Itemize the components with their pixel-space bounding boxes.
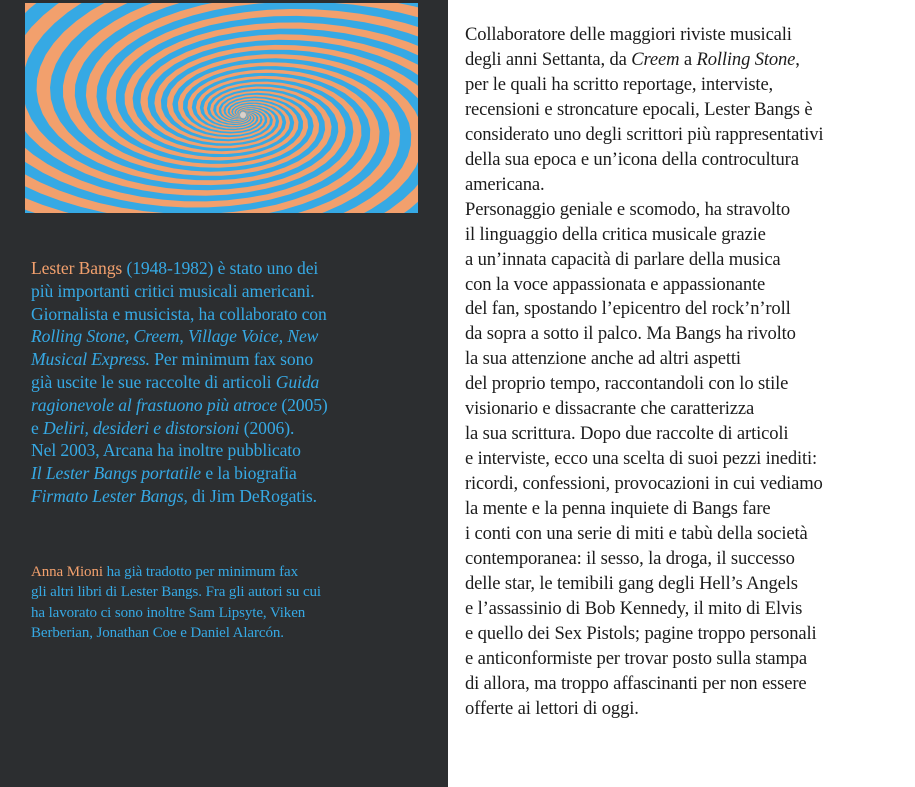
back-flap-panel — [0, 0, 448, 787]
description-line — [465, 447, 915, 472]
description-line — [465, 273, 915, 298]
text-run: degli anni Settanta, da — [465, 48, 632, 70]
text-run: offerte ai lettori di oggi. — [465, 697, 639, 719]
text-run: la sua attenzione anche ad altri aspetti — [465, 348, 741, 370]
bio-line — [31, 371, 433, 394]
text-run: considerato uno degli scrittori più rappresentativi — [465, 123, 824, 145]
description-line — [465, 547, 915, 572]
bio-line — [31, 348, 433, 371]
text-run: del fan, spostando l’epicentro del rock’n’roll — [465, 298, 791, 320]
psychedelic-spiral-icon — [25, 3, 418, 213]
text-run: e interviste, ecco una scelta di suoi pezzi inediti: — [465, 448, 818, 470]
description-line — [465, 73, 915, 98]
text-run: Musical Express. — [31, 349, 150, 370]
text-run: il linguaggio della critica musicale grazie — [465, 223, 766, 245]
text-run: e — [31, 417, 44, 438]
text-run: di allora, ma troppo affascinanti per non essere — [465, 672, 807, 694]
text-run: a un’innata capacità di parlare della musica — [465, 248, 781, 270]
text-run: Creem — [133, 326, 180, 347]
text-run: , — [179, 326, 188, 347]
text-run: New — [287, 326, 319, 347]
translator-line — [31, 582, 433, 602]
text-run: e quello dei Sex Pistols; pagine troppo personali — [465, 622, 817, 644]
bio-line — [31, 462, 433, 485]
text-run: Creem — [631, 48, 680, 70]
description-line — [465, 223, 915, 248]
description-line — [465, 98, 915, 123]
text-run: delle star, le temibili gang degli Hell’s Angels — [465, 572, 798, 594]
description-line — [465, 497, 915, 522]
description-line — [465, 647, 915, 672]
text-run: più importanti critici musicali americani. — [31, 280, 315, 301]
translator-line — [31, 603, 433, 623]
text-run: , — [795, 48, 800, 70]
description-line — [465, 297, 915, 322]
text-run: a — [679, 48, 697, 70]
author-bio — [31, 257, 433, 508]
person-name: Lester Bangs — [31, 258, 123, 278]
text-run: la sua scrittura. Dopo due raccolte di articoli — [465, 423, 789, 445]
text-run: ricordi, confessioni, provocazioni in cui vediamo — [465, 473, 823, 495]
bio-line — [31, 439, 433, 462]
text-run: già uscite le sue raccolte di articoli — [31, 371, 276, 392]
text-run: , di Jim DeRogatis. — [183, 485, 317, 506]
translator-line — [31, 562, 433, 582]
description-line — [465, 672, 915, 697]
bio-line — [31, 485, 433, 508]
description-line — [465, 597, 915, 622]
text-run: da sopra a sotto il palco. Ma Bangs ha rivolto — [465, 323, 796, 345]
description-line — [465, 148, 915, 173]
text-run: americana. — [465, 173, 545, 195]
text-run: Il Lester Bangs portatile — [31, 463, 202, 484]
bio-line — [31, 280, 433, 303]
text-run: Giornalista e musicista, ha collaborato con — [31, 303, 327, 324]
text-run: la mente e la penna inquiete di Bangs fare — [465, 498, 771, 520]
description-line — [465, 23, 915, 48]
description-column — [448, 0, 915, 787]
text-run: Deliri, desideri e distorsioni — [43, 417, 240, 438]
bio-line — [31, 394, 433, 417]
text-run: Nel 2003, Arcana ha inoltre pubblicato — [31, 440, 301, 461]
text-run: della sua epoca e un’icona della controcultura — [465, 148, 799, 170]
description-line — [465, 622, 915, 647]
description-line — [465, 697, 915, 722]
bio-line — [31, 325, 433, 348]
description-line — [465, 572, 915, 597]
book-description — [465, 23, 915, 722]
text-run: , — [278, 326, 288, 347]
text-run: e anticonformiste per trovar posto sulla stampa — [465, 647, 808, 669]
bio-line — [31, 417, 433, 440]
text-run: Per minimum fax sono — [149, 349, 314, 370]
text-run: (2005) — [277, 394, 328, 415]
text-run: (1948-1982) è stato uno dei — [122, 258, 319, 278]
description-line — [465, 372, 915, 397]
person-name: Anna Mioni — [31, 564, 103, 580]
translator-line — [31, 623, 433, 643]
description-line — [465, 248, 915, 273]
text-run: Rolling Stone — [696, 48, 796, 70]
description-line — [465, 472, 915, 497]
text-run: Berberian, Jonathan Coe e Daniel Alarcón. — [31, 624, 284, 641]
description-line — [465, 173, 915, 198]
description-line — [465, 198, 915, 223]
text-run: , — [125, 326, 134, 347]
description-line — [465, 347, 915, 372]
text-run: recensioni e stroncature epocali, Lester Bangs è — [465, 98, 813, 120]
text-run: per le quali ha scritto reportage, interviste, — [465, 73, 774, 95]
text-run: i conti con una serie di miti e tabù della società — [465, 523, 808, 545]
text-run: Guida — [275, 371, 320, 392]
description-line — [465, 48, 915, 73]
text-run: con la voce appassionata e appassionante — [465, 273, 766, 295]
description-line — [465, 522, 915, 547]
description-line — [465, 422, 915, 447]
description-line — [465, 322, 915, 347]
text-run: Village Voice — [187, 326, 279, 347]
description-line — [465, 123, 915, 148]
text-run: (2006). — [239, 417, 295, 438]
text-run: e la biografia — [201, 463, 297, 484]
text-run: visionario e dissacrante che caratterizza — [465, 398, 755, 420]
text-run: ha lavorato ci sono inoltre Sam Lipsyte, Viken — [31, 604, 306, 621]
text-run: contemporanea: il sesso, la droga, il successo — [465, 548, 795, 570]
text-run: gli altri libri di Lester Bangs. Fra gli autori su cui — [31, 584, 321, 601]
text-run: ha già tradotto per minimum fax — [102, 564, 299, 580]
bio-line — [31, 257, 433, 280]
text-run: Collaboratore delle maggiori riviste musicali — [465, 24, 792, 45]
translator-note — [31, 562, 433, 643]
text-run: Rolling Stone — [31, 326, 125, 347]
description-line — [465, 397, 915, 422]
bio-line — [31, 303, 433, 326]
text-run: Personaggio geniale e scomodo, ha stravolto — [465, 198, 791, 220]
text-run: del proprio tempo, raccontandoli con lo stile — [465, 373, 789, 395]
text-run: Firmato Lester Bangs — [31, 485, 184, 506]
text-run: e l’assassinio di Bob Kennedy, il mito di Elvis — [465, 597, 803, 619]
text-run: ragionevole al frastuono più atroce — [31, 394, 278, 415]
